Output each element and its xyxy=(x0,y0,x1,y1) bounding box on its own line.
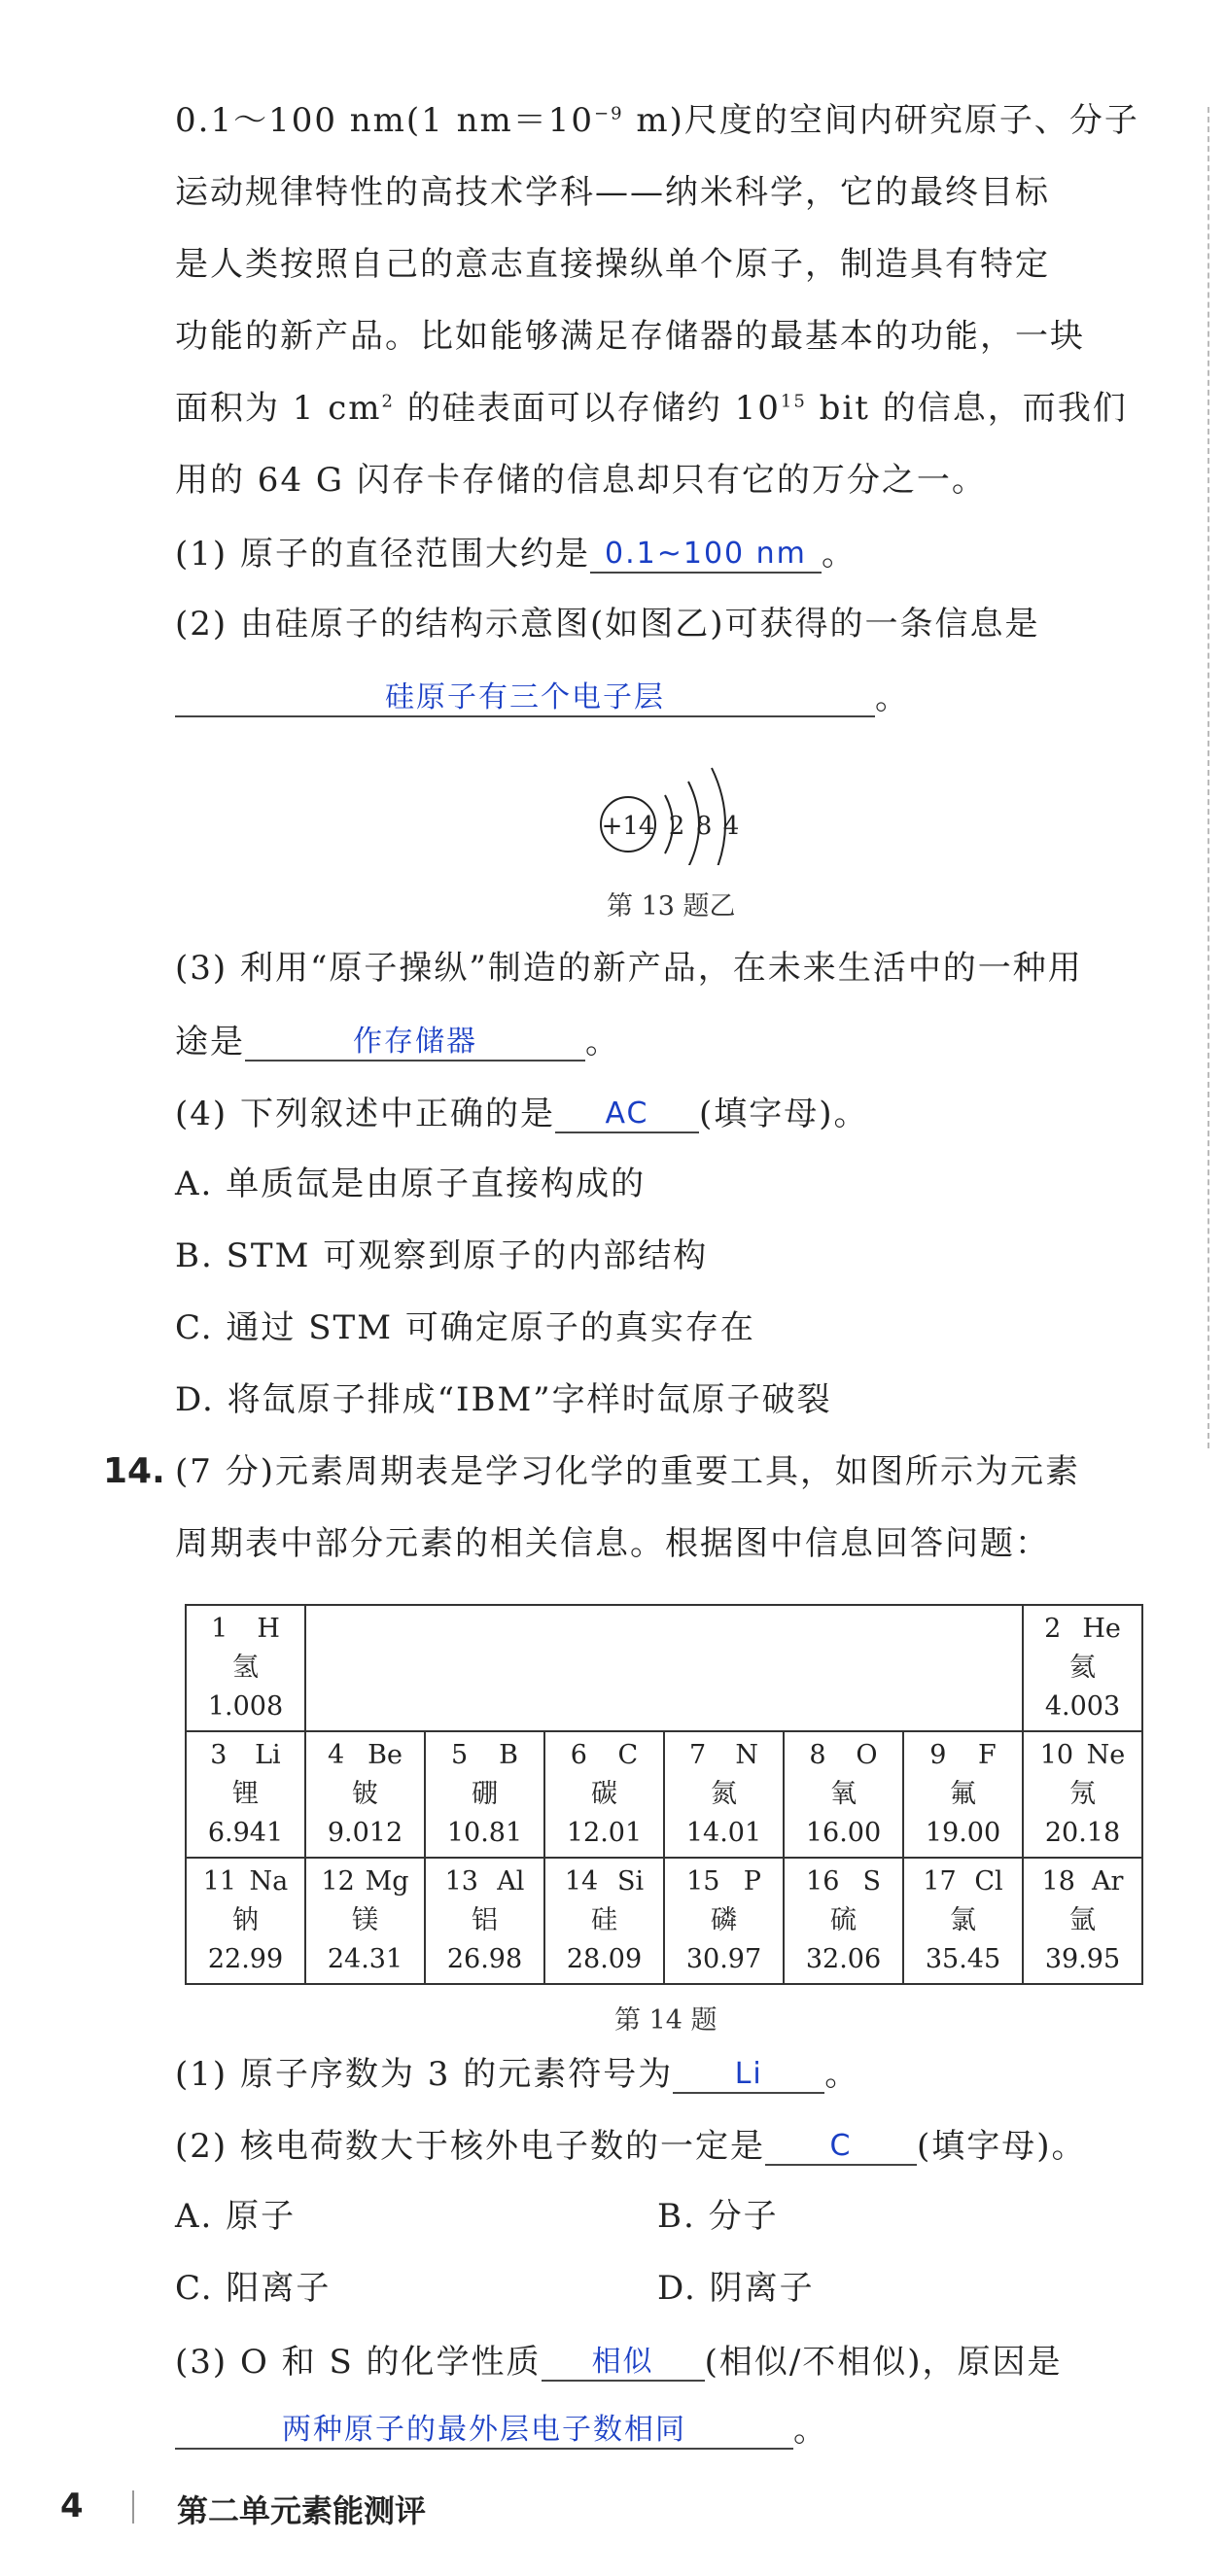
intro-line-1: 0.1～100 nm(1 $nm=10^{-9}$ m)尺度的空间内研究原子、分子 xyxy=(175,101,1139,140)
shell-electrons-1: 2 xyxy=(668,812,685,841)
q14-part2: (2) 核电荷数大于核外电子数的一定是 C (填字母)。 xyxy=(175,2127,1087,2166)
q13-part4-answer-field[interactable]: AC xyxy=(555,1093,699,1133)
q14-part1-answer-field[interactable]: Li xyxy=(673,2053,824,2094)
q14-part2-answer-field[interactable]: C xyxy=(765,2125,917,2166)
element-cell: 9 F 氟 19.00 xyxy=(903,1731,1023,1858)
element-cell: 14 Si 硅 28.09 xyxy=(544,1858,664,1984)
q13-part1-answer-field[interactable]: 0.1~100 nm xyxy=(590,533,822,574)
intro-line-2: 运动规律特性的高技术学科——纳米科学，它的最终目标 xyxy=(175,173,1050,212)
nucleus-charge: +14 xyxy=(601,812,655,841)
element-cell: 17 Cl 氯 35.45 xyxy=(903,1858,1023,1984)
element-cell: 8 O 氧 16.00 xyxy=(784,1731,903,1858)
q13-part3: (3) 利用“原子操纵”制造的新产品，在未来生活中的一种用 xyxy=(175,949,1083,988)
q13-option-c: C. 通过 STM 可确定原子的真实存在 xyxy=(175,1308,755,1347)
q13-diagram-caption: 第 13 题乙 xyxy=(607,891,736,922)
q13-option-a: A. 单质氙是由原子直接构成的 xyxy=(175,1165,647,1203)
q14-table-caption: 第 14 题 xyxy=(614,2005,718,2036)
q14-part3: (3) O 和 S 的化学性质 相似 (相似/不相似)，原因是 xyxy=(175,2343,1063,2382)
q14-stem-1: (7 分)元素周期表是学习化学的重要工具，如图所示为元素 xyxy=(175,1452,1080,1491)
element-cell: 6 C 碳 12.01 xyxy=(544,1731,664,1858)
silicon-atom-diagram xyxy=(583,748,778,865)
intro-line-3: 是人类按照自己的意志直接操纵单个原子，制造具有特定 xyxy=(175,245,1050,284)
q13-part2: (2) 由硅原子的结构示意图(如图乙)可获得的一条信息是 xyxy=(175,605,1040,644)
shell-electrons-3: 4 xyxy=(722,812,740,841)
table-gap xyxy=(305,1605,1023,1731)
shell-electrons-2: 8 xyxy=(695,812,713,841)
footer-title: 第二单元素能测评 xyxy=(177,2492,427,2529)
element-cell-he: 2 He 氦 4.003 xyxy=(1023,1605,1142,1731)
element-cell: 4 Be 铍 9.012 xyxy=(305,1731,425,1858)
intro-line-4: 功能的新产品。比如能够满足存储器的最基本的功能，一块 xyxy=(175,317,1085,356)
element-cell: 18 Ar 氩 39.95 xyxy=(1023,1858,1142,1984)
margin-rule xyxy=(1208,107,1209,1448)
q14-option-b: B. 分子 xyxy=(657,2197,779,2236)
element-cell: 7 N 氮 14.01 xyxy=(664,1731,784,1858)
footer-divider xyxy=(132,2490,134,2524)
table-row xyxy=(186,1605,1142,1731)
element-cell: 16 S 硫 32.06 xyxy=(784,1858,903,1984)
q14-option-d: D. 阴离子 xyxy=(657,2269,815,2308)
element-cell: 5 B 硼 10.81 xyxy=(425,1731,544,1858)
q14-option-a: A. 原子 xyxy=(175,2197,297,2236)
q13-part3-line2: 途是 作存储器 。 xyxy=(175,1023,620,1062)
q14-part3-reason-line: 两种原子的最外层电子数相同 。 xyxy=(175,2409,828,2450)
element-cell: 10 Ne 氖 20.18 xyxy=(1023,1731,1142,1858)
element-cell: 13 Al 铝 26.98 xyxy=(425,1858,544,1984)
intro-line-5: 面积为 1 $cm^2$ 的硅表面可以存储约 $10^{15}$ bit 的信息，而我们 xyxy=(175,389,1128,428)
q14-part3-answer-field[interactable]: 相似 xyxy=(542,2341,705,2382)
q14-stem-2: 周期表中部分元素的相关信息。根据图中信息回答问题： xyxy=(175,1524,1050,1563)
element-cell-h: 1 H 氢 1.008 xyxy=(186,1605,305,1731)
q14-part1: (1) 原子序数为 3 的元素符号为 Li 。 xyxy=(175,2055,860,2094)
page-number: 4 xyxy=(60,2487,84,2525)
element-cell: 11 Na 钠 22.99 xyxy=(186,1858,305,1984)
element-cell: 12 Mg 镁 24.31 xyxy=(305,1858,425,1984)
q14-option-c: C. 阳离子 xyxy=(175,2269,332,2308)
q13-option-b: B. STM 可观察到原子的内部结构 xyxy=(175,1236,709,1275)
q13-part1: (1) 原子的直径范围大约是 0.1~100 nm 。 xyxy=(175,535,857,574)
q13-part4: (4) 下列叙述中正确的是 AC (填字母)。 xyxy=(175,1095,869,1133)
q14-number: 14. xyxy=(103,1451,165,1491)
intro-line-6: 用的 64 G 闪存卡存储的信息却只有它的万分之一。 xyxy=(175,461,987,500)
table-row xyxy=(186,1858,1142,1984)
table-row xyxy=(186,1731,1142,1858)
periodic-table xyxy=(185,1604,1143,1985)
q13-part2-answer-field[interactable]: 硅原子有三个电子层 xyxy=(175,677,875,717)
q13-option-d: D. 将氙原子排成“IBM”字样时氙原子破裂 xyxy=(175,1380,832,1419)
q13-part2-answer-line: 硅原子有三个电子层 。 xyxy=(175,677,910,717)
q14-part3-reason-field[interactable]: 两种原子的最外层电子数相同 xyxy=(175,2409,793,2450)
element-cell: 3 Li 锂 6.941 xyxy=(186,1731,305,1858)
q13-part3-answer-field[interactable]: 作存储器 xyxy=(245,1021,585,1062)
element-cell: 15 P 磷 30.97 xyxy=(664,1858,784,1984)
